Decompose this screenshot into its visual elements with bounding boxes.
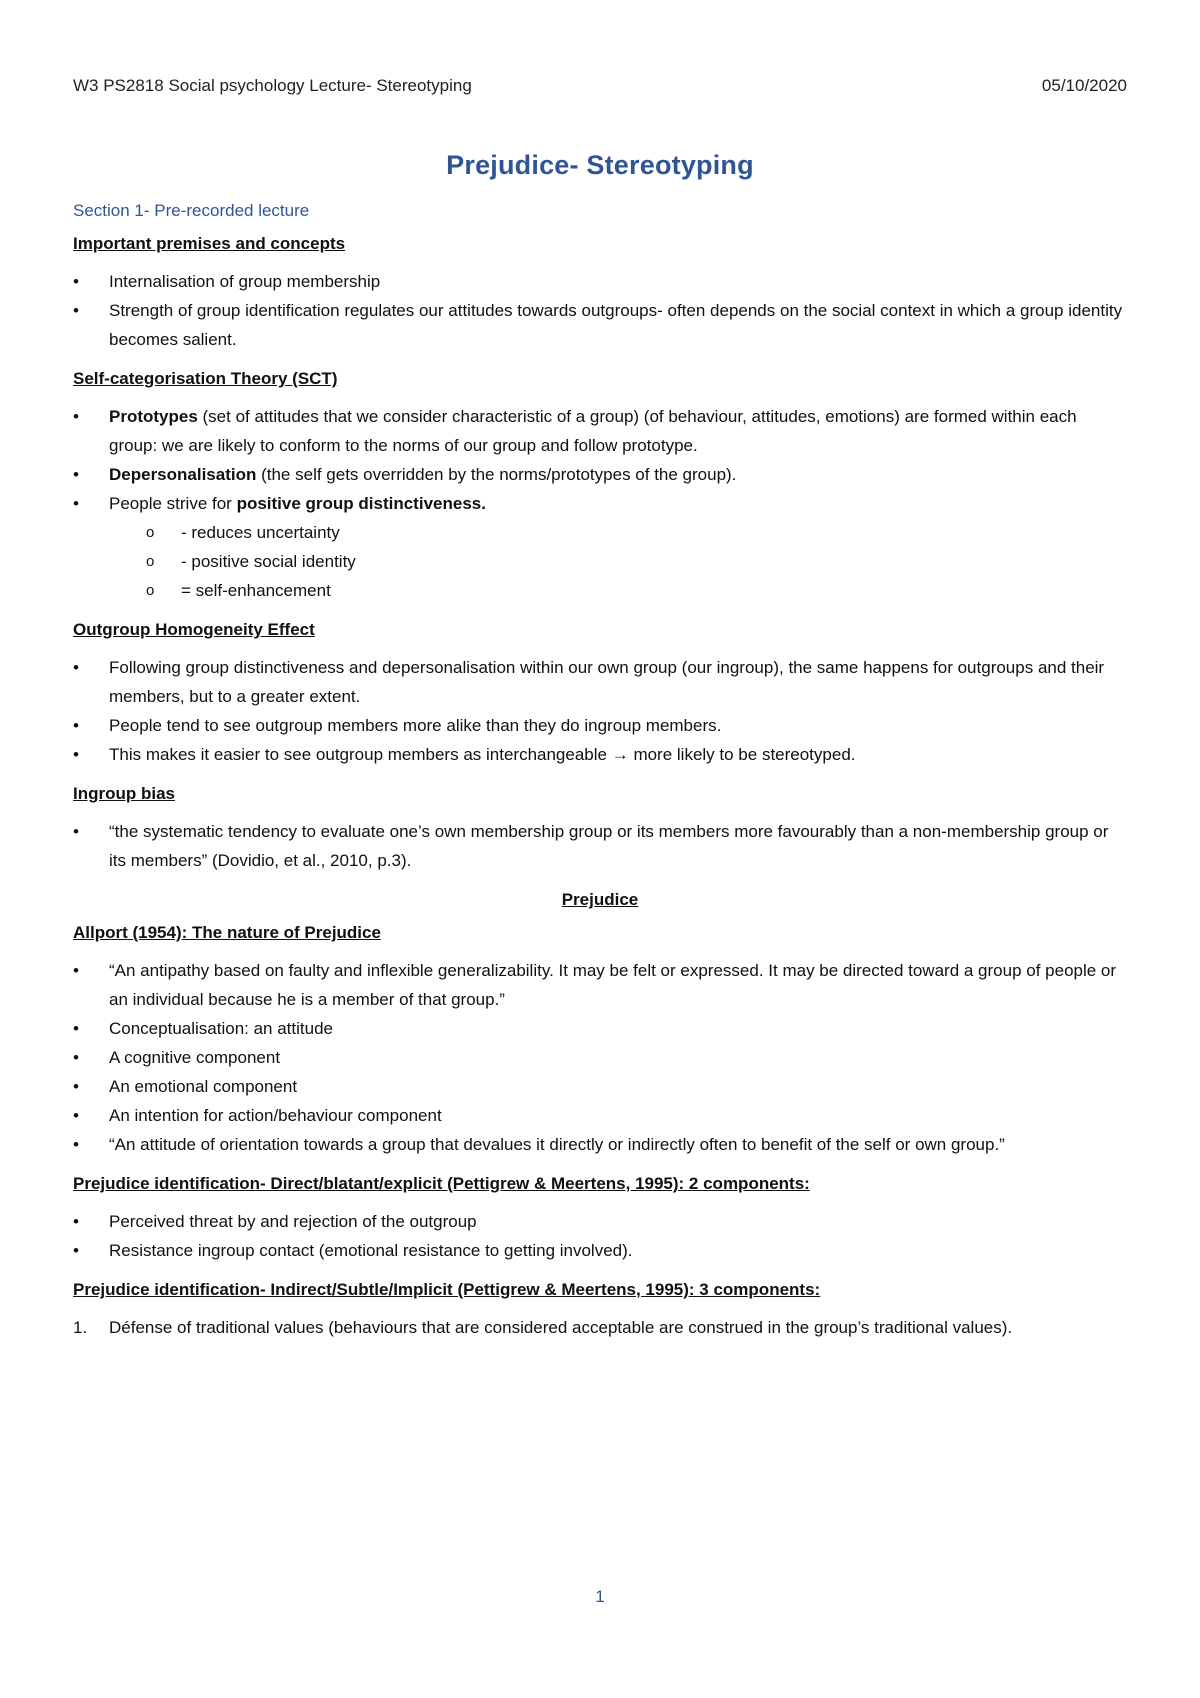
- section-label: Section 1- Pre-recorded lecture: [73, 201, 310, 220]
- important-list: [73, 267, 1127, 354]
- list-item: • Resistance ingroup contact (emotional resistance to getting involved).: [73, 1236, 1127, 1265]
- heading-prejudice: Prejudice: [561, 890, 639, 909]
- list-item: [73, 402, 1127, 460]
- list-item-text: (set of attitudes that we consider characteristic of a group) (of behaviour, attitudes, emotions) are formed within each group: we are likely to conform to the norms of our group and follow prototype.: [109, 407, 1077, 455]
- heading-indirect-prejudice: Prejudice identification- Indirect/Subtle/Implicit (Pettigrew & Meertens, 1995): 3 components:: [73, 1280, 821, 1299]
- list-item: • An intention for action/behaviour component: [73, 1101, 1127, 1130]
- term-positive-distinctiveness: positive group distinctiveness.: [236, 494, 486, 513]
- list-item: • A cognitive component: [73, 1043, 1127, 1072]
- heading-direct-prejudice: Prejudice identification- Direct/blatant/explicit (Pettigrew & Meertens, 1995): 2 components:: [73, 1174, 810, 1193]
- document-body: [73, 150, 1127, 1342]
- list-item-text: more likely to be stereotyped.: [628, 745, 856, 764]
- list-item: [73, 1313, 1127, 1342]
- indirect-list: [73, 1313, 1127, 1342]
- sub-list-item: o - positive social identity: [109, 547, 1127, 576]
- heading-ingroup-bias: Ingroup bias: [73, 784, 175, 803]
- list-item: • People tend to see outgroup members more alike than they do ingroup members.: [73, 711, 1127, 740]
- list-item-text: Défense of traditional values (behaviours that are considered acceptable are construed in the group’s traditional values).: [109, 1318, 1013, 1337]
- list-item: • An emotional component: [73, 1072, 1127, 1101]
- sct-sub-list: [109, 518, 1127, 605]
- list-item: [73, 489, 1127, 605]
- heading-allport: Allport (1954): The nature of Prejudice: [73, 923, 381, 942]
- list-item: • Perceived threat by and rejection of the outgroup: [73, 1207, 1127, 1236]
- list-item: • Strength of group identification regulates our attitudes towards outgroups- often depends on the social context in which a group identity becomes salient.: [73, 296, 1127, 354]
- header-course-title: W3 PS2818 Social psychology Lecture- Stereotyping: [73, 76, 472, 95]
- list-item: • “An antipathy based on faulty and inflexible generalizability. It may be felt or expressed. It may be directed toward a group of people or an individual because he is a member of that group.”: [73, 956, 1127, 1014]
- list-item-text: (the self gets overridden by the norms/prototypes of the group).: [256, 465, 737, 484]
- list-number: 1.: [73, 1318, 88, 1337]
- sub-list-item: o - reduces uncertainty: [109, 518, 1127, 547]
- list-item: • Internalisation of group membership: [73, 267, 1127, 296]
- header-date: 05/10/2020: [1041, 76, 1127, 95]
- term-prototypes: Prototypes: [109, 407, 198, 426]
- list-item-text: This makes it easier to see outgroup members as interchangeable: [109, 745, 612, 764]
- page-header: [73, 76, 1127, 96]
- list-item: [73, 740, 1127, 769]
- sub-list-item: o = self-enhancement: [109, 576, 1127, 605]
- term-depersonalisation: Depersonalisation: [109, 465, 257, 484]
- outgroup-list: [73, 653, 1127, 769]
- list-item: [73, 460, 1127, 489]
- arrow-right-icon: →: [611, 745, 629, 764]
- list-item-text: People strive for: [109, 494, 237, 513]
- list-item: • “An attitude of orientation towards a group that devalues it directly or indirectly often to benefit of the self or own group.”: [73, 1130, 1127, 1159]
- direct-list: [73, 1207, 1127, 1265]
- list-item: • “the systematic tendency to evaluate one’s own membership group or its members more favourably than a non-membership group or its members” (Dovidio, et al., 2010, p.3).: [73, 817, 1127, 875]
- allport-list: [73, 956, 1127, 1159]
- document-title: Prejudice- Stereotyping: [446, 150, 754, 180]
- page-number: 1: [595, 1587, 605, 1606]
- sct-list: [73, 402, 1127, 605]
- ingroup-list: [73, 817, 1127, 875]
- list-item: • Conceptualisation: an attitude: [73, 1014, 1127, 1043]
- heading-sct: Self-categorisation Theory (SCT): [73, 369, 338, 388]
- list-item: • Following group distinctiveness and depersonalisation within our own group (our ingroup), the same happens for outgroups and their members, but to a greater extent.: [73, 653, 1127, 711]
- heading-important-premises: Important premises and concepts: [73, 234, 346, 253]
- heading-outgroup-homogeneity: Outgroup Homogeneity Effect: [73, 620, 315, 639]
